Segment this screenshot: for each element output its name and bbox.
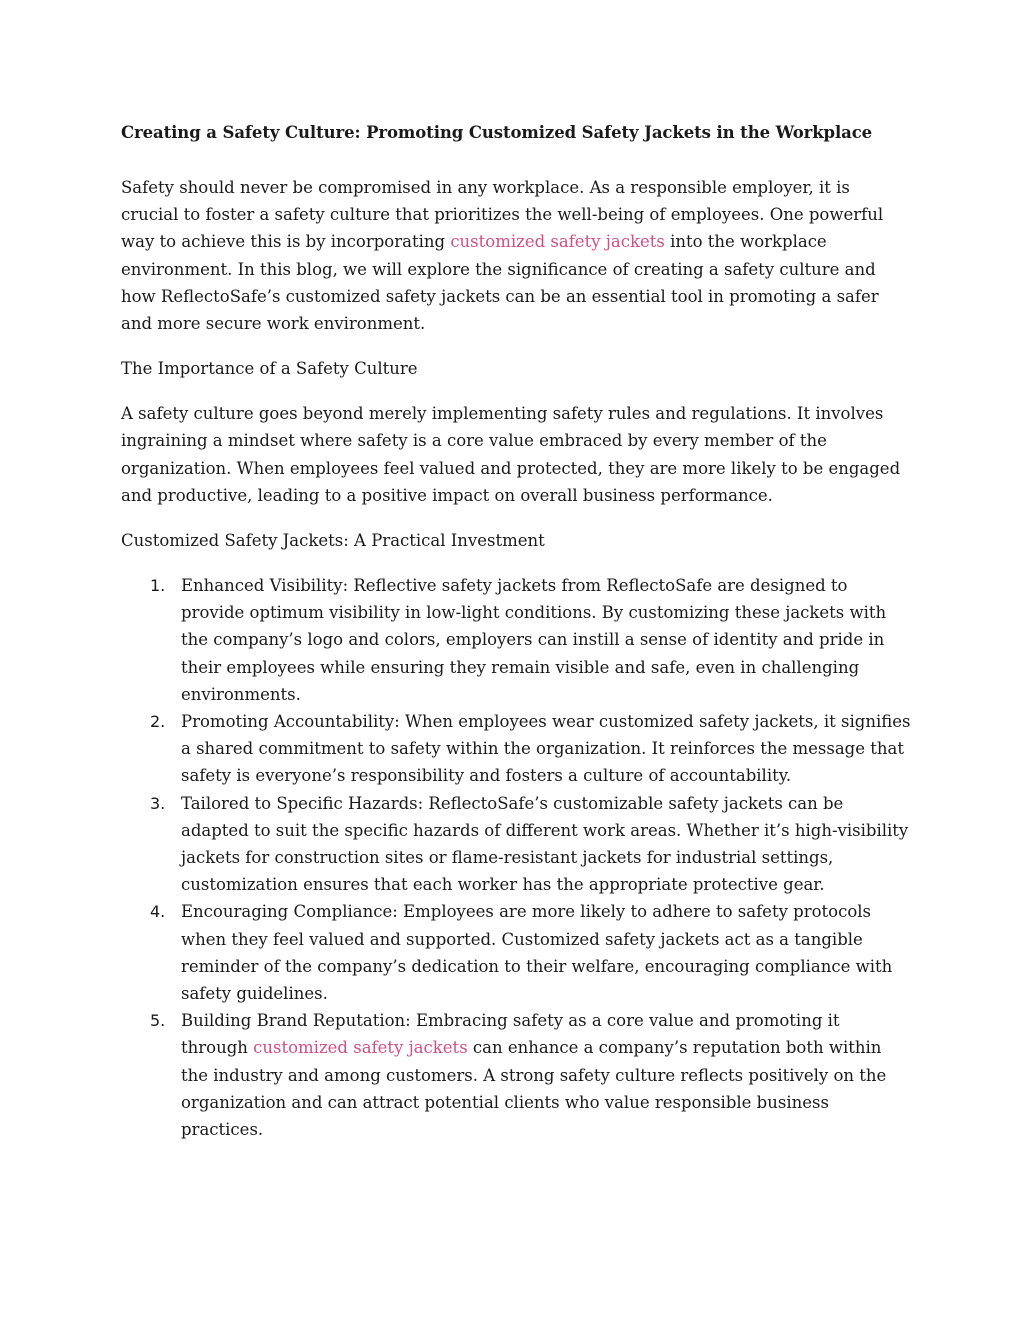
list-item: [121, 898, 911, 1007]
list-item: [121, 1007, 911, 1143]
list-item: [121, 572, 911, 708]
list-number: 1.: [150, 576, 166, 596]
list-item-text: Encouraging Compliance: Employees are more likely to adhere to safety protocols when they feel valued and supported. Customized safety jackets act as a tangible reminder of the company’s dedication to their welfare, encouraging compliance with safety guidelines.: [181, 902, 893, 1004]
page-title: Creating a Safety Culture: Promoting Customized Safety Jackets in the Workplace: [121, 123, 873, 142]
document-page: [121, 119, 911, 1143]
list-item-text: Promoting Accountability: When employees wear customized safety jackets, it signifies a shared commitment to safety within the organization. It reinforces the message that safety is everyone’s responsibility and fosters a culture of accountability.: [181, 712, 911, 786]
list-number: 3.: [150, 793, 166, 813]
list-item-text: Enhanced Visibility: Reflective safety jackets from ReflectoSafe are designed to provide optimum visibility in low-light conditions. By customizing these jackets with the company’s logo and colors, employers can instill a sense of identity and pride in their employees while ensuring they remain visible and safe, even in challenging environments.: [181, 576, 887, 704]
benefits-list: [121, 572, 911, 1143]
list-number: 5.: [150, 1011, 166, 1031]
list-item: [121, 790, 911, 899]
intro-paragraph: [121, 174, 911, 337]
list-item-text: Tailored to Specific Hazards: ReflectoSafe’s customizable safety jackets can be adapted to suit the specific hazards of different work areas. Whether it’s high-visibility jackets for construction sites or flame-resistant jackets for industrial settings, customization ensures that each worker has the appropriate protective gear.: [181, 793, 909, 895]
section-heading-jackets: Customized Safety Jackets: A Practical Investment: [121, 531, 545, 551]
list-number: 2.: [150, 712, 166, 732]
section-heading-importance: The Importance of a Safety Culture: [121, 359, 418, 379]
customized-safety-jackets-link[interactable]: customized safety jackets: [253, 1038, 468, 1058]
list-item-text-end: can enhance a company’s reputation both within the industry and among customers. A strong safety culture reflects positively on the organization and can attract potential clients who value responsible business practices.: [181, 1038, 887, 1140]
customized-safety-jackets-link[interactable]: customized safety jackets: [450, 232, 665, 252]
list-item: [121, 708, 911, 790]
safety-culture-paragraph: A safety culture goes beyond merely implementing safety rules and regulations. It involves ingraining a mindset where safety is a core value embraced by every member of the organization. When employees feel valued and protected, they are more likely to be engaged and productive, leading to a positive impact on overall business performance.: [121, 404, 901, 505]
intro-text-start: Safety should never be compromised in any workplace. As a responsible employer, it is crucial to foster a safety culture that prioritizes the well-being of employees. One powerful way to achieve this is by incorporating: [121, 178, 884, 252]
list-item-text-start: Building Brand Reputation: Embracing safety as a core value and promoting it through: [181, 1011, 840, 1058]
list-number: 4.: [150, 902, 166, 922]
intro-text-end: into the workplace environment. In this blog, we will explore the significance of creating a safety culture and how ReflectoSafe’s customized safety jackets can be an essential tool in promoting a safer and more secure work environment.: [121, 232, 879, 334]
